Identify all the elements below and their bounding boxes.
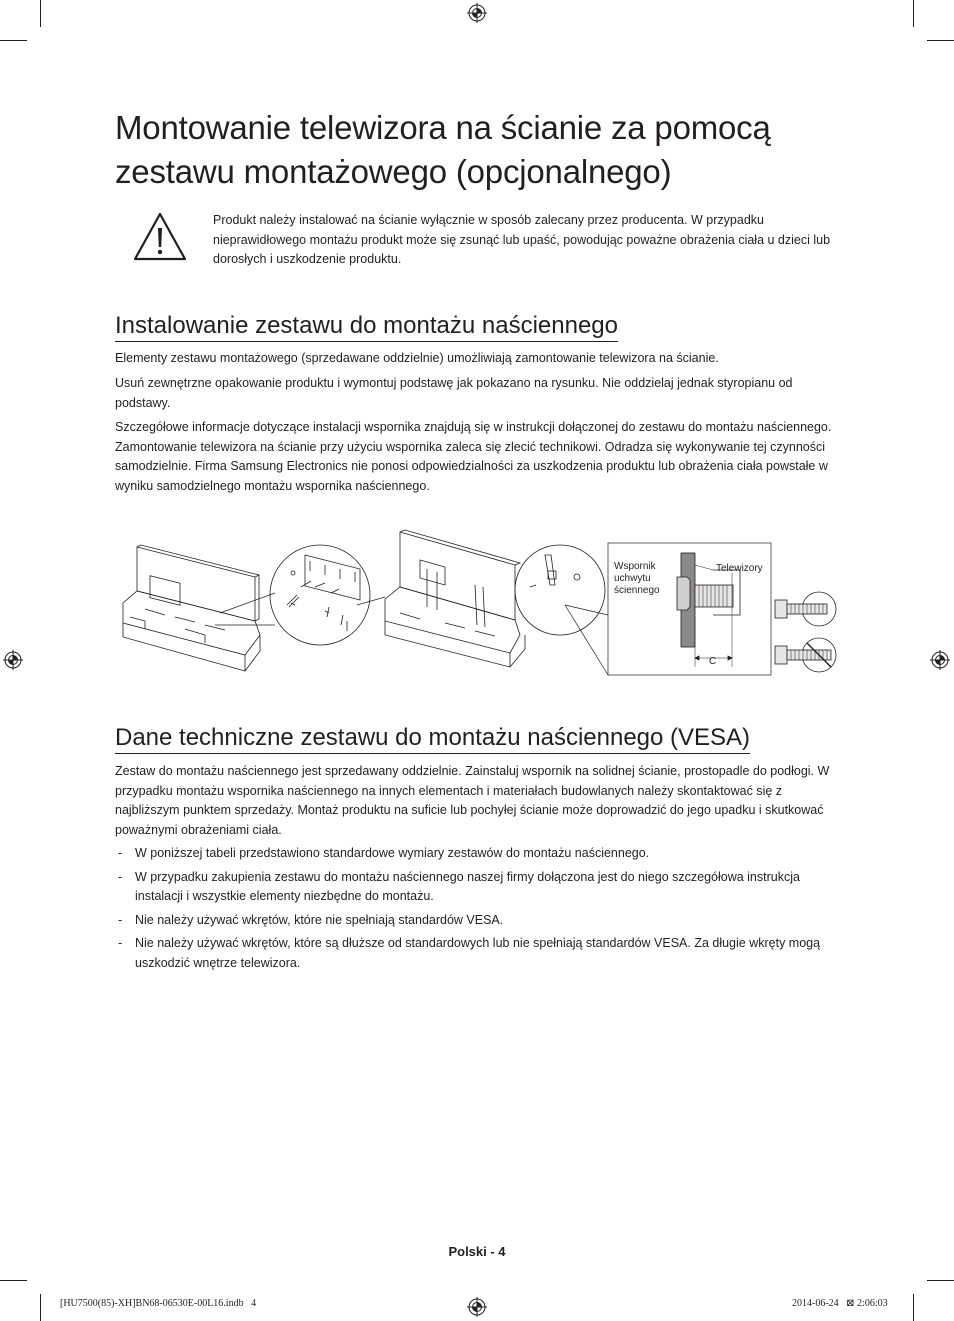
- warning-text: Produkt należy instalować na ścianie wyłącznie w sposób zalecany przez producenta. W przypadku nieprawidłowego montażu produkt może się zsunąć lub upaść, powodując poważne obrażenia ciała u dzieci lub dorosłych i uszkodzenie produktu.: [213, 213, 831, 266]
- registration-mark-icon: [930, 650, 950, 670]
- incorrect-screw-icon: [775, 638, 836, 672]
- list-item: - Nie należy używać wkrętów, które są dłuższe od standardowych lub nie spełniają standardów VESA. Za długie wkręty mogą uszkodzić wnętrze telewizora.: [118, 936, 821, 970]
- crop-mark: [0, 40, 27, 41]
- crop-mark: [913, 0, 914, 27]
- section-heading-install: Instalowanie zestawu do montażu naściennego: [115, 311, 618, 342]
- warning-triangle-icon: [132, 211, 188, 263]
- wall-mount-installation-figure: [115, 525, 850, 687]
- section-heading-vesa: Dane techniczne zestawu do montażu naściennego (VESA): [115, 723, 750, 754]
- bracket-detail-zoom: [515, 545, 605, 635]
- crop-mark: [913, 1294, 914, 1321]
- crop-mark: [927, 1280, 954, 1281]
- tv-with-bracket-illustration: [385, 530, 525, 667]
- crop-mark: [40, 0, 41, 27]
- tv-label: Telewizory: [716, 563, 763, 574]
- registration-mark-icon: [3, 650, 23, 670]
- bracket-label-line: ściennego: [614, 585, 660, 596]
- crop-mark: [0, 1280, 27, 1281]
- bracket-label-line: uchwytu: [614, 573, 651, 584]
- print-slug-right: 2014-06-24 ⊠ 2:06:03: [792, 1298, 888, 1309]
- list-item: - Nie należy używać wkrętów, które nie spełniają standardów VESA.: [118, 912, 504, 927]
- print-slug-left: [HU7500(85)-XH]BN68-06530E-00L16.indb 4: [60, 1298, 257, 1309]
- bullet-list: [115, 844, 845, 977]
- registration-mark-icon: [467, 1297, 487, 1317]
- tv-on-packaging-illustration: [123, 545, 260, 671]
- registration-mark-icon: [467, 3, 487, 23]
- crop-mark: [40, 1294, 41, 1321]
- dimension-c-label: C: [709, 656, 717, 667]
- page-title: Montowanie telewizora na ścianie za pomocą zestawu montażowego (opcjonalnego): [115, 109, 771, 190]
- bracket-label-line: Wspornik: [614, 561, 656, 572]
- list-item: - W poniższej tabeli przedstawiono standardowe wymiary zestawów do montażu naściennego.: [118, 846, 650, 860]
- paragraph: Elementy zestawu montażowego (sprzedawane oddzielnie) umożliwiają zamontowanie telewizora na ścianie.: [115, 351, 719, 365]
- list-item: - W przypadku zakupienia zestawu do montażu naściennego naszej firmy dołączona jest do niego szczegółowa instrukcja instalacji i wszystkie elementy niezbędne do montażu.: [118, 869, 800, 903]
- paragraph: Usuń zewnętrzne opakowanie produktu i wymontuj podstawę jak pokazano na rysunku. Nie oddzielaj jednak styropianu od podstawy.: [115, 376, 793, 410]
- correct-screw-icon: [775, 592, 836, 626]
- paragraph: Szczegółowe informacje dotyczące instalacji wspornika znajdują się w instrukcji dołączonej do zestawu do montażu naściennego. Zamontowanie telewizora na ścianie przy użyciu wspornika zaleca się zlecić technikowi. Odradza się wykonywanie tej czynności samodzielnie. Firma Samsung Electronics nie ponosi odpowiedzialności za uszkodzenia produktu lub obrażenia ciała powstałe w wyniku samodzielnego montażu wspornika naściennego.: [115, 420, 832, 493]
- bracket-label: [614, 561, 660, 596]
- crop-mark: [927, 40, 954, 41]
- screw-detail-zoom: [270, 545, 370, 645]
- page-number: Polski - 4: [448, 1244, 506, 1259]
- paragraph: Zestaw do montażu naściennego jest sprzedawany oddzielnie. Zainstaluj wspornik na solidnej ścianie, prostopadle do podłogi. W przypadku montażu wspornika naściennego na innych elementach i materiałach budowlanych należy skontaktować się z najbliższym punktem sprzedaży. Montaż produktu na suficie lub pochyłej ścianie może doprowadzić do jego upadku i skutkować poważnymi obrażeniami ciała.: [115, 764, 830, 837]
